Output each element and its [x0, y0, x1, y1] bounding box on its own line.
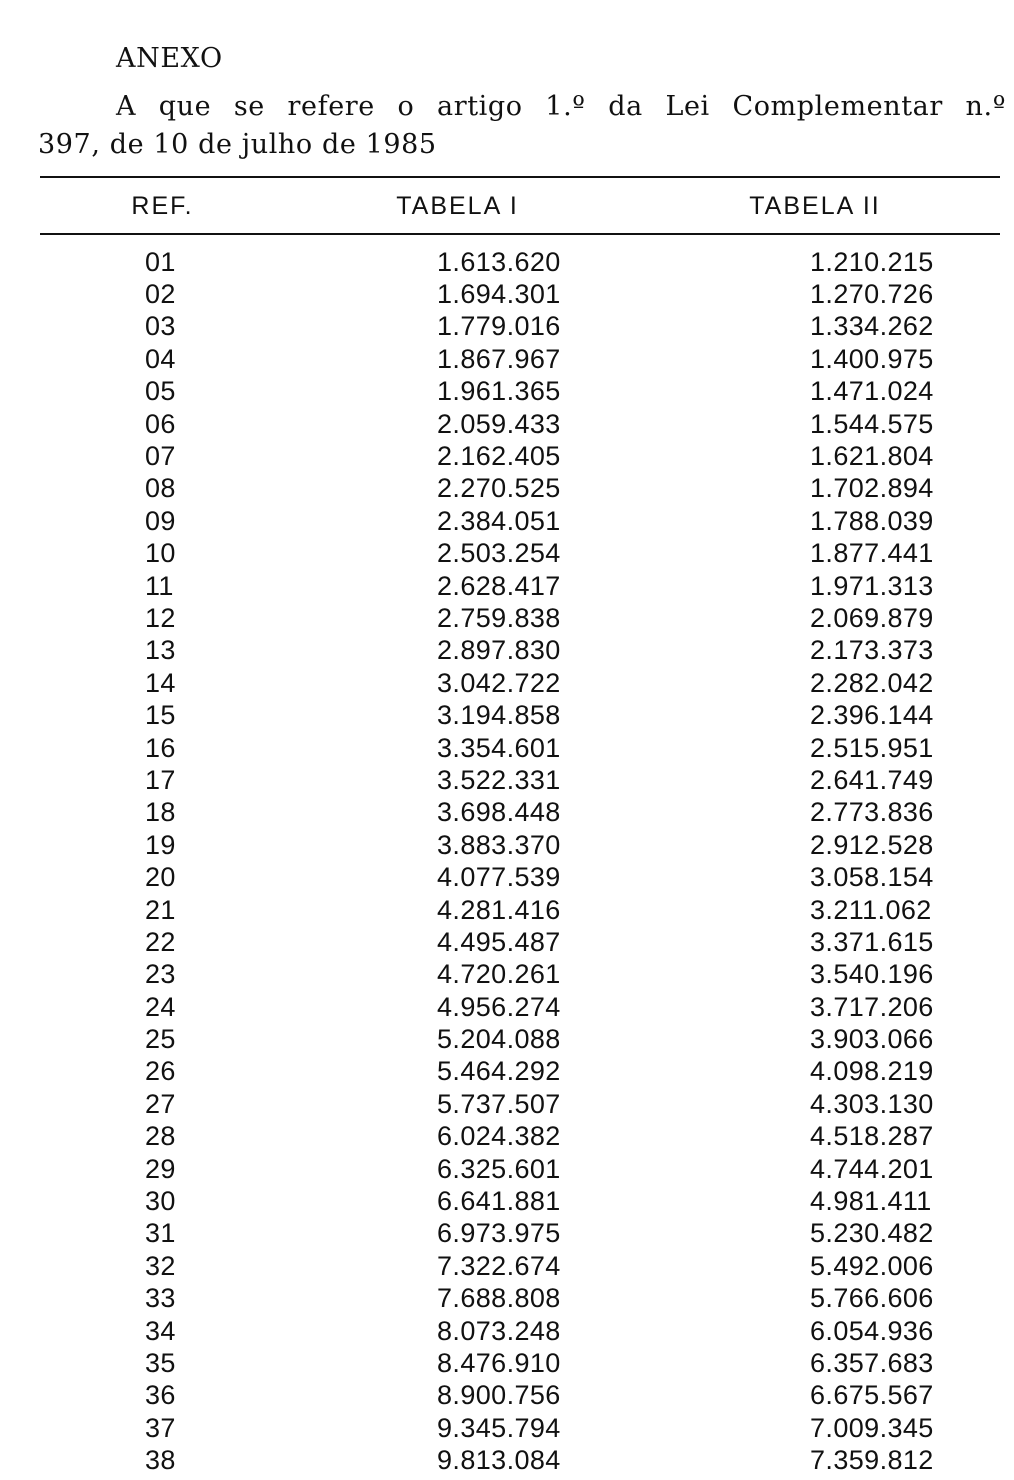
cell-tabela-i: 6.325.601	[437, 1153, 561, 1184]
cell-ref: 04	[145, 343, 176, 374]
table-row	[40, 1444, 1000, 1476]
cell-tabela-ii: 1.471.024	[810, 376, 934, 407]
cell-tabela-ii: 3.903.066	[810, 1024, 934, 1055]
column-header-ref: REF.	[131, 191, 194, 220]
cell-tabela-i: 1.961.365	[437, 376, 561, 407]
salary-table	[40, 182, 1000, 1477]
table-row	[40, 1380, 1000, 1412]
table-row	[40, 699, 1000, 731]
table-row	[40, 667, 1000, 699]
cell-tabela-ii: 1.334.262	[810, 311, 934, 342]
table-row	[40, 1185, 1000, 1217]
table-row	[40, 1056, 1000, 1088]
cell-tabela-i: 2.897.830	[437, 635, 561, 666]
cell-tabela-ii: 3.211.062	[810, 894, 932, 925]
cell-ref: 17	[145, 764, 176, 795]
table-row	[40, 570, 1000, 602]
table-row	[40, 1218, 1000, 1250]
cell-ref: 15	[145, 700, 176, 731]
cell-ref: 19	[145, 829, 176, 860]
table-row	[40, 797, 1000, 829]
cell-tabela-i: 8.073.248	[437, 1315, 561, 1346]
table-row	[40, 1023, 1000, 1055]
cell-tabela-ii: 1.270.726	[810, 279, 934, 310]
cell-tabela-i: 4.720.261	[437, 959, 561, 990]
table-row	[40, 408, 1000, 440]
cell-tabela-i: 1.779.016	[437, 311, 561, 342]
cell-tabela-ii: 7.359.812	[810, 1445, 934, 1476]
cell-tabela-ii: 5.230.482	[810, 1218, 934, 1249]
cell-tabela-i: 2.628.417	[437, 570, 561, 601]
cell-tabela-ii: 4.744.201	[810, 1153, 934, 1184]
cell-tabela-ii: 3.540.196	[810, 959, 934, 990]
cell-tabela-i: 2.162.405	[437, 441, 561, 472]
cell-tabela-i: 6.024.382	[437, 1121, 561, 1152]
table-row	[40, 1121, 1000, 1153]
cell-tabela-i: 4.495.487	[437, 926, 561, 957]
table-row	[40, 278, 1000, 310]
cell-ref: 01	[145, 246, 176, 277]
cell-tabela-ii: 1.702.894	[810, 473, 934, 504]
annex-reference-line-1: A que se refere o artigo 1.º da Lei Complementar n.º	[116, 91, 1006, 122]
table-row	[40, 829, 1000, 861]
cell-ref: 06	[145, 408, 176, 439]
cell-tabela-ii: 3.058.154	[810, 862, 934, 893]
cell-tabela-i: 1.867.967	[437, 343, 561, 374]
cell-ref: 38	[145, 1445, 176, 1476]
table-row	[40, 861, 1000, 893]
cell-tabela-ii: 3.717.206	[810, 991, 934, 1022]
cell-tabela-ii: 6.054.936	[810, 1315, 934, 1346]
cell-ref: 33	[145, 1283, 176, 1314]
cell-tabela-i: 8.900.756	[437, 1380, 561, 1411]
table-row	[40, 1347, 1000, 1379]
cell-tabela-ii: 1.400.975	[810, 343, 934, 374]
cell-tabela-i: 6.973.975	[437, 1218, 561, 1249]
cell-tabela-ii: 4.981.411	[810, 1186, 932, 1217]
cell-tabela-i: 4.281.416	[437, 894, 561, 925]
cell-tabela-ii: 2.069.879	[810, 602, 934, 633]
cell-tabela-i: 5.737.507	[437, 1088, 561, 1119]
cell-ref: 09	[145, 505, 176, 536]
table-row	[40, 1283, 1000, 1315]
cell-tabela-i: 2.059.433	[437, 408, 561, 439]
cell-tabela-ii: 2.773.836	[810, 797, 934, 828]
table-row	[40, 959, 1000, 991]
table-body	[40, 246, 1000, 1477]
cell-tabela-ii: 7.009.345	[810, 1412, 934, 1443]
cell-tabela-i: 4.956.274	[437, 991, 561, 1022]
table-row	[40, 1250, 1000, 1282]
cell-ref: 18	[145, 797, 176, 828]
table-row	[40, 1315, 1000, 1347]
cell-ref: 14	[145, 667, 176, 698]
cell-ref: 21	[145, 894, 176, 925]
cell-ref: 30	[145, 1186, 176, 1217]
cell-ref: 13	[145, 635, 176, 666]
column-header-tabela-i: TABELA I	[396, 191, 519, 220]
table-row	[40, 764, 1000, 796]
cell-ref: 28	[145, 1121, 176, 1152]
cell-ref: 22	[145, 926, 176, 957]
cell-ref: 07	[145, 441, 176, 472]
cell-tabela-ii: 4.303.130	[810, 1088, 934, 1119]
table-row	[40, 894, 1000, 926]
cell-tabela-ii: 2.641.749	[810, 764, 934, 795]
annex-reference-line-2: 397, de 10 de julho de 1985	[38, 129, 437, 160]
cell-tabela-ii: 1.210.215	[810, 246, 934, 277]
table-row	[40, 1153, 1000, 1185]
table-row	[40, 538, 1000, 570]
table-row	[40, 1088, 1000, 1120]
table-row	[40, 311, 1000, 343]
cell-ref: 37	[145, 1412, 176, 1443]
table-header	[40, 182, 1000, 230]
cell-tabela-ii: 1.788.039	[810, 505, 934, 536]
cell-ref: 23	[145, 959, 176, 990]
cell-ref: 11	[145, 570, 174, 601]
cell-ref: 32	[145, 1250, 176, 1281]
cell-tabela-ii: 2.282.042	[810, 667, 934, 698]
cell-ref: 05	[145, 376, 176, 407]
cell-ref: 02	[145, 279, 176, 310]
cell-tabela-ii: 4.518.287	[810, 1121, 934, 1152]
cell-tabela-ii: 5.492.006	[810, 1250, 934, 1281]
cell-tabela-i: 7.322.674	[437, 1250, 561, 1281]
cell-ref: 29	[145, 1153, 176, 1184]
cell-tabela-i: 3.042.722	[437, 667, 561, 698]
cell-ref: 34	[145, 1315, 176, 1346]
table-row	[40, 473, 1000, 505]
column-header-tabela-ii: TABELA II	[749, 191, 881, 220]
cell-ref: 16	[145, 732, 176, 763]
cell-ref: 27	[145, 1088, 176, 1119]
table-row	[40, 440, 1000, 472]
table-top-rule	[40, 176, 1000, 178]
cell-tabela-i: 7.688.808	[437, 1283, 561, 1314]
cell-tabela-i: 3.354.601	[437, 732, 561, 763]
cell-tabela-ii: 2.515.951	[810, 732, 934, 763]
cell-tabela-i: 9.345.794	[437, 1412, 561, 1443]
cell-tabela-i: 4.077.539	[437, 862, 561, 893]
cell-tabela-i: 5.464.292	[437, 1056, 561, 1087]
cell-tabela-i: 3.194.858	[437, 700, 561, 731]
cell-tabela-ii: 5.766.606	[810, 1283, 934, 1314]
cell-tabela-ii: 2.912.528	[810, 829, 934, 860]
cell-ref: 26	[145, 1056, 176, 1087]
cell-tabela-i: 3.883.370	[437, 829, 561, 860]
cell-ref: 31	[145, 1218, 176, 1249]
cell-tabela-ii: 1.621.804	[810, 441, 934, 472]
cell-tabela-i: 2.270.525	[437, 473, 561, 504]
table-row	[40, 246, 1000, 278]
cell-tabela-ii: 6.675.567	[810, 1380, 934, 1411]
cell-tabela-i: 5.204.088	[437, 1024, 561, 1055]
annex-title: ANEXO	[116, 43, 223, 74]
cell-tabela-i: 1.694.301	[437, 279, 561, 310]
cell-tabela-i: 2.503.254	[437, 538, 561, 569]
cell-ref: 25	[145, 1024, 176, 1055]
cell-ref: 24	[145, 991, 176, 1022]
cell-ref: 10	[145, 538, 176, 569]
table-row	[40, 1412, 1000, 1444]
table-row	[40, 376, 1000, 408]
cell-tabela-ii: 6.357.683	[810, 1347, 934, 1378]
table-row	[40, 343, 1000, 375]
cell-tabela-i: 8.476.910	[437, 1347, 561, 1378]
table-row	[40, 732, 1000, 764]
cell-tabela-ii: 2.173.373	[810, 635, 934, 666]
cell-ref: 03	[145, 311, 176, 342]
cell-tabela-i: 2.759.838	[437, 602, 561, 633]
table-row	[40, 602, 1000, 634]
table-row	[40, 505, 1000, 537]
cell-tabela-ii: 1.971.313	[810, 570, 934, 601]
cell-tabela-i: 3.698.448	[437, 797, 561, 828]
cell-tabela-ii: 1.877.441	[810, 538, 934, 569]
cell-tabela-i: 9.813.084	[437, 1445, 561, 1476]
cell-ref: 12	[145, 602, 176, 633]
cell-tabela-i: 1.613.620	[437, 246, 561, 277]
cell-ref: 08	[145, 473, 176, 504]
table-row	[40, 991, 1000, 1023]
cell-ref: 35	[145, 1347, 176, 1378]
table-row	[40, 635, 1000, 667]
cell-ref: 20	[145, 862, 176, 893]
cell-tabela-ii: 2.396.144	[810, 700, 934, 731]
table-row	[40, 926, 1000, 958]
cell-tabela-i: 6.641.881	[437, 1186, 561, 1217]
cell-tabela-ii: 4.098.219	[810, 1056, 934, 1087]
cell-ref: 36	[145, 1380, 176, 1411]
cell-tabela-i: 2.384.051	[437, 505, 561, 536]
cell-tabela-i: 3.522.331	[437, 764, 561, 795]
cell-tabela-ii: 3.371.615	[810, 926, 934, 957]
cell-tabela-ii: 1.544.575	[810, 408, 934, 439]
